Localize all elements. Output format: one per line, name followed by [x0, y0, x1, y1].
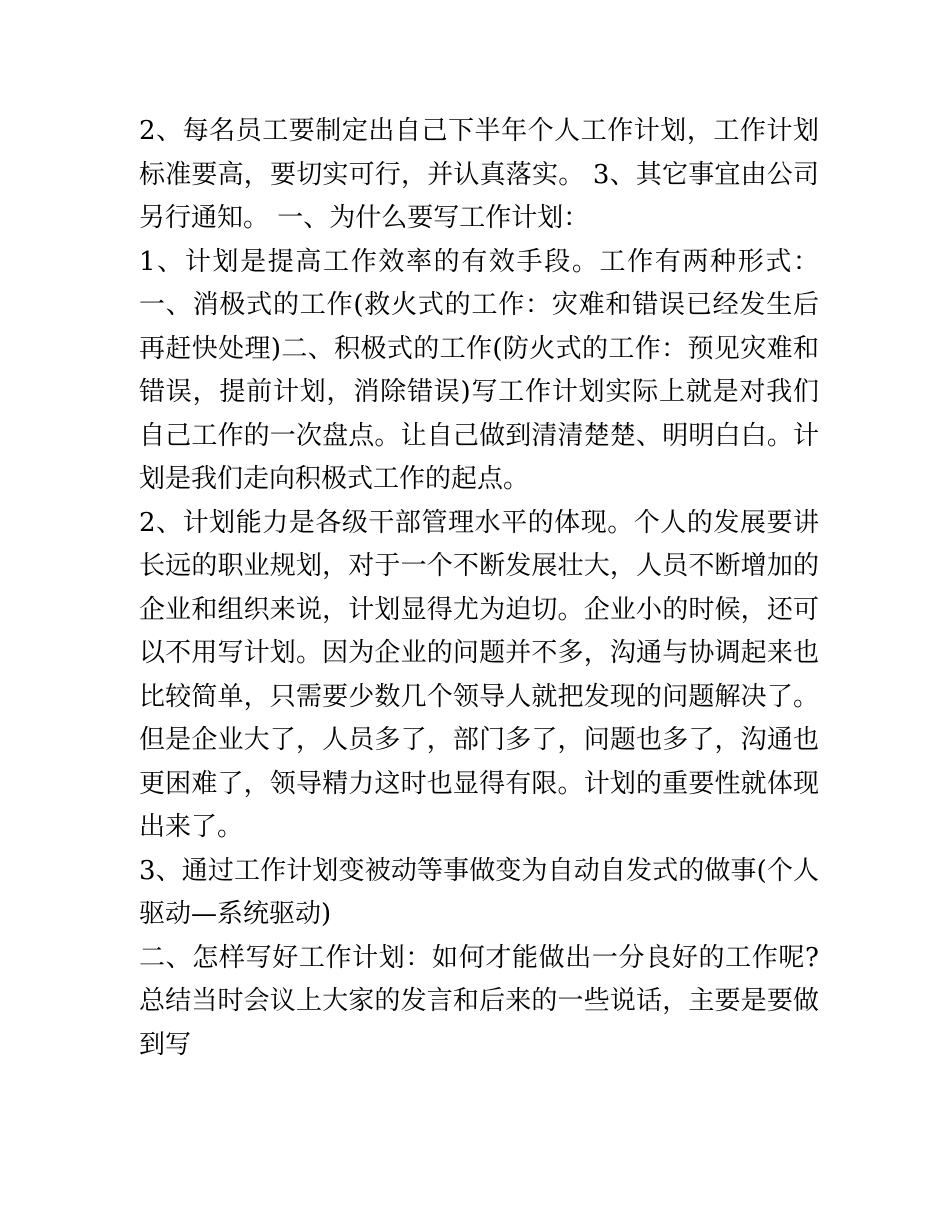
paragraph: 2、每名员工要制定出自己下半年个人工作计划，工作计划标准要高，要切实可行，并认真落实。 3、其它事宜由公司另行通知。 一、为什么要写工作计划： [139, 116, 819, 233]
paragraph: 二、怎样写好工作计划：如何才能做出一分良好的工作呢?总结当时会议上大家的发言和后来的一些说话，主要是要做到写 [139, 942, 819, 1060]
document-body [139, 110, 819, 1067]
paragraph: 3、通过工作计划变被动等事做变为自动自发式的做事(个人驱动—系统驱动) [139, 855, 819, 929]
paragraph: 1、计划是提高工作效率的有效手段。工作有两种形式：一、消极式的工作(救火式的工作：灾难和错误已经发生后再赶快处理)二、积极式的工作(防火式的工作：预见灾难和错误，提前计划，消除错误)写工作计划实际上就是对我们自己工作的一次盘点。让自己做到清清楚楚、明明白白。计划是我们走向积极式工作的起点。 [139, 246, 819, 494]
paragraph: 2、计划能力是各级干部管理水平的体现。个人的发展要讲长远的职业规划，对于一个不断发展壮大，人员不断增加的企业和组织来说，计划显得尤为迫切。企业小的时候，还可以不用写计划。因为企业的问题并不多，沟通与协调起来也比较简单，只需要少数几个领导人就把发现的问题解决了。但是企业大了，人员多了，部门多了，问题也多了，沟通也更困难了，领导精力这时也显得有限。计划的重要性就体现出来了。 [139, 507, 819, 842]
